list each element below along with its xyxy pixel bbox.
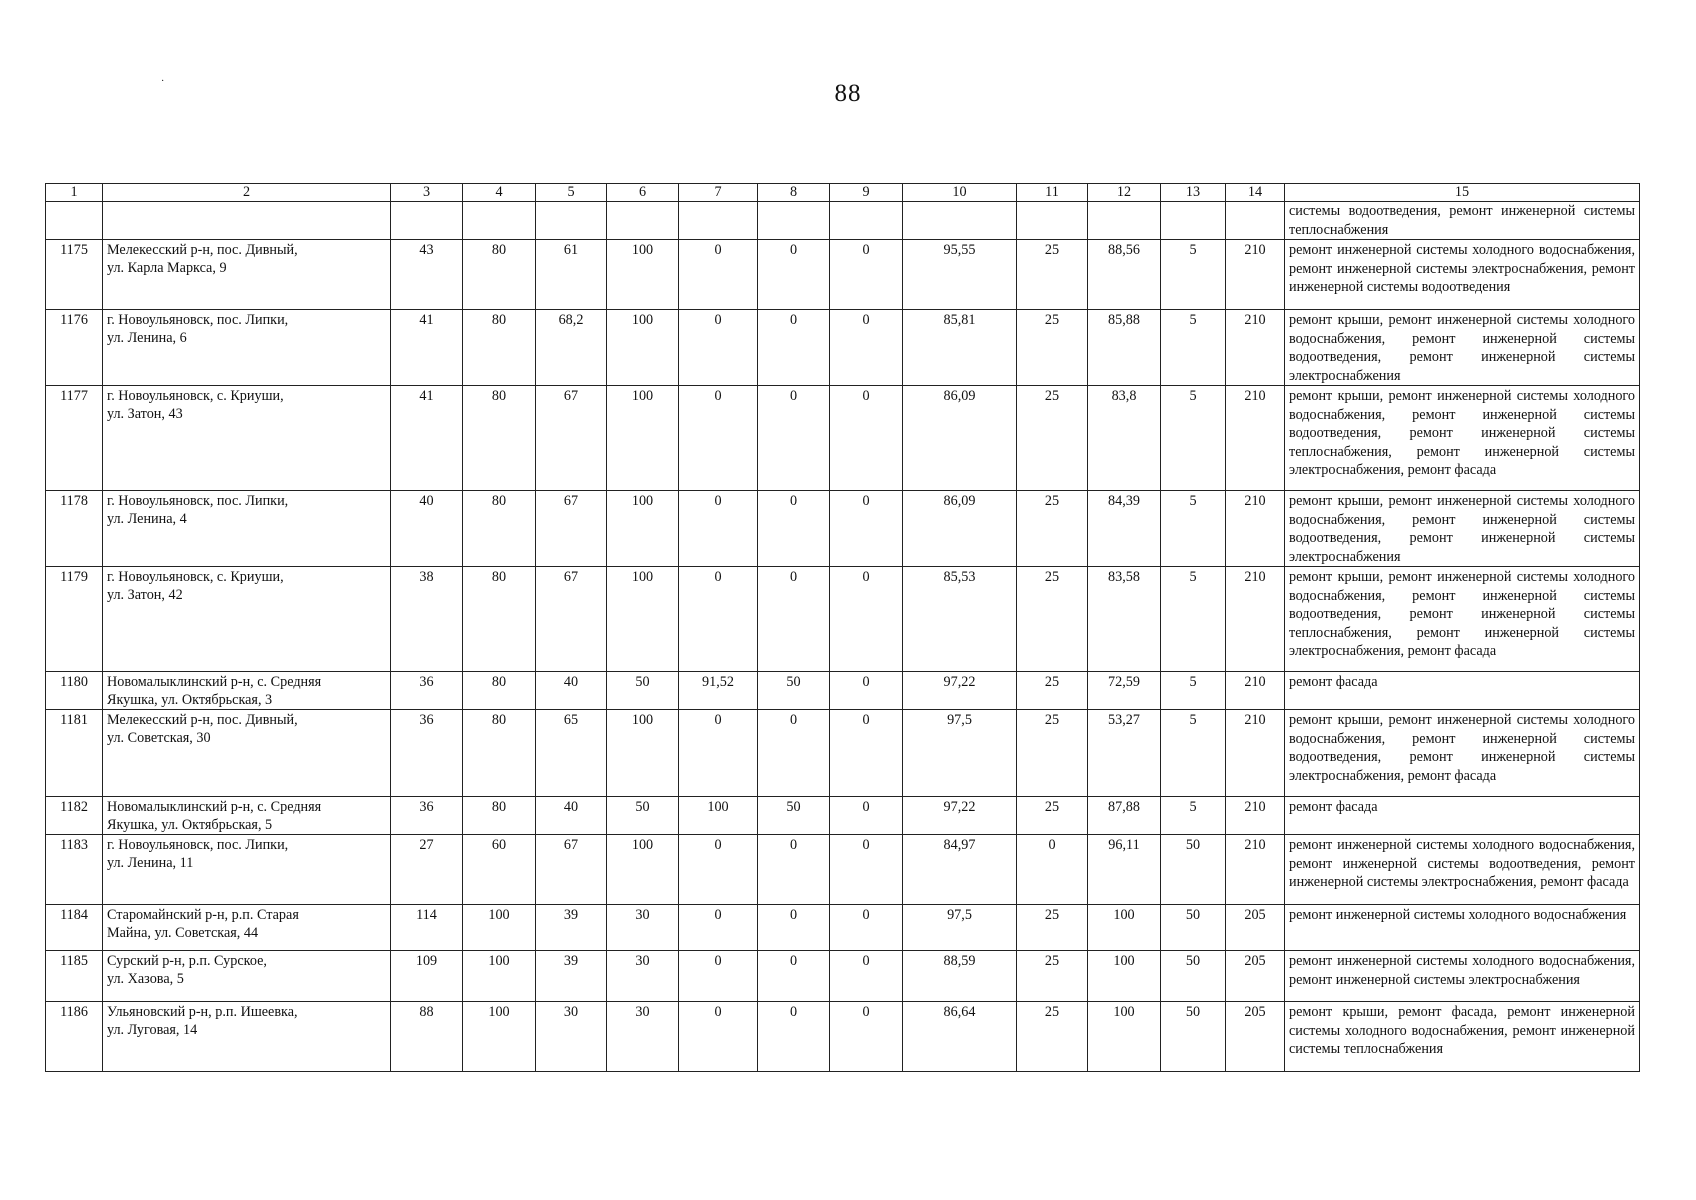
column-number: 9 — [830, 184, 903, 202]
value-cell-c6: 30 — [607, 951, 679, 1002]
table-row — [46, 672, 1640, 710]
value-cell-c12: 87,88 — [1088, 797, 1161, 835]
value-cell-c8: 0 — [758, 1002, 830, 1072]
value-cell-c5: 67 — [536, 491, 607, 567]
value-cell-c3: 38 — [391, 567, 463, 672]
column-number: 14 — [1226, 184, 1285, 202]
value-cell-c10: 95,55 — [903, 240, 1017, 310]
value-cell-c5: 39 — [536, 905, 607, 951]
value-cell-c10: 97,22 — [903, 797, 1017, 835]
value-cell-c12: 100 — [1088, 951, 1161, 1002]
value-cell-c9: 0 — [830, 491, 903, 567]
table-row — [46, 835, 1640, 905]
address-line: Ульяновский р-н, р.п. Ишеевка, — [107, 1004, 298, 1020]
value-cell-c7: 0 — [679, 240, 758, 310]
address-line: Якушка, ул. Октябрьская, 3 — [107, 692, 273, 708]
address-line: Сурский р-н, р.п. Сурское, — [107, 953, 267, 969]
works-cell: ремонт крыши, ремонт инженерной системы холодного водоснабжения, ремонт инженерной системы водоотведения, ремонт инженерной системы электроснабжения — [1285, 310, 1640, 386]
address-cell — [103, 835, 391, 905]
value-cell-c11: 25 — [1017, 310, 1088, 386]
value-cell-c7: 0 — [679, 1002, 758, 1072]
address-line: г. Новоульяновск, с. Криуши, — [107, 388, 284, 404]
address-cell — [103, 386, 391, 491]
table-row — [46, 491, 1640, 567]
value-cell-c8: 0 — [758, 835, 830, 905]
value-cell-c10: 97,5 — [903, 710, 1017, 797]
table-row — [46, 710, 1640, 797]
column-number: 1 — [46, 184, 103, 202]
table-row — [46, 905, 1640, 951]
value-cell-c10: 97,22 — [903, 672, 1017, 710]
address-line: ул. Карла Маркса, 9 — [107, 260, 227, 276]
works-cell: ремонт крыши, ремонт фасада, ремонт инженерной системы холодного водоснабжения, ремонт инженерной системы теплоснабжения — [1285, 1002, 1640, 1072]
value-cell-c4: 100 — [463, 905, 536, 951]
value-cell-c11: 25 — [1017, 567, 1088, 672]
address-cell — [103, 710, 391, 797]
value-cell-c14: 210 — [1226, 710, 1285, 797]
value-cell-c12: 85,88 — [1088, 310, 1161, 386]
value-cell-c14: 210 — [1226, 491, 1285, 567]
value-cell-c10: 97,5 — [903, 905, 1017, 951]
works-cell: ремонт инженерной системы холодного водоснабжения, ремонт инженерной системы электроснабжения — [1285, 951, 1640, 1002]
value-cell-c12: 100 — [1088, 905, 1161, 951]
value-cell-c14: 205 — [1226, 1002, 1285, 1072]
row-number-cell: 1176 — [46, 310, 103, 386]
value-cell-c7: 0 — [679, 567, 758, 672]
value-cell-c6: 100 — [607, 240, 679, 310]
address-line: ул. Хазова, 5 — [107, 971, 184, 987]
column-number: 4 — [463, 184, 536, 202]
address-line: ул. Ленина, 11 — [107, 855, 194, 871]
value-cell-c9: 0 — [830, 951, 903, 1002]
value-cell-c3: 40 — [391, 491, 463, 567]
row-number-cell: 1186 — [46, 1002, 103, 1072]
value-cell-c3: 43 — [391, 240, 463, 310]
value-cell-c4: 80 — [463, 797, 536, 835]
value-cell-c13: 5 — [1161, 797, 1226, 835]
value-cell-c13: 5 — [1161, 672, 1226, 710]
address-line: ул. Советская, 30 — [107, 730, 211, 746]
value-cell-c13: 5 — [1161, 386, 1226, 491]
value-cell-c6: 50 — [607, 672, 679, 710]
value-cell-c6: 100 — [607, 310, 679, 386]
row-number-cell: 1182 — [46, 797, 103, 835]
value-cell-c8: 50 — [758, 797, 830, 835]
value-cell-c4: 80 — [463, 240, 536, 310]
row-number-cell: 1179 — [46, 567, 103, 672]
value-cell-c14: 210 — [1226, 240, 1285, 310]
value-cell-c5: 67 — [536, 567, 607, 672]
value-cell-c10: 86,09 — [903, 386, 1017, 491]
table-row — [46, 797, 1640, 835]
value-cell-c6: 100 — [607, 710, 679, 797]
value-cell-c4: 80 — [463, 672, 536, 710]
value-cell-c8: 0 — [758, 951, 830, 1002]
address-line: г. Новоульяновск, пос. Липки, — [107, 312, 289, 328]
value-cell-c13: 5 — [1161, 710, 1226, 797]
address-line: Новомалыклинский р-н, с. Средняя — [107, 799, 322, 815]
repair-register-table — [45, 183, 1640, 1072]
table-row — [46, 567, 1640, 672]
value-cell-c6: 30 — [607, 1002, 679, 1072]
works-cell: ремонт фасада — [1285, 797, 1640, 835]
value-cell-c3: 41 — [391, 386, 463, 491]
address-cell — [103, 567, 391, 672]
row-number-cell: 1185 — [46, 951, 103, 1002]
value-cell-c7: 0 — [679, 491, 758, 567]
value-cell-c13: 5 — [1161, 310, 1226, 386]
value-cell-c12: 84,39 — [1088, 491, 1161, 567]
value-cell-c11: 25 — [1017, 240, 1088, 310]
works-cell: ремонт инженерной системы холодного водоснабжения, ремонт инженерной системы водоотведения, ремонт инженерной системы электроснабжения, ремонт фасада — [1285, 835, 1640, 905]
value-cell-c3: 36 — [391, 672, 463, 710]
row-number-cell: 1181 — [46, 710, 103, 797]
column-number-row — [46, 184, 1640, 202]
value-cell-c13: 5 — [1161, 240, 1226, 310]
value-cell-c6: 100 — [607, 386, 679, 491]
value-cell-c11: 25 — [1017, 951, 1088, 1002]
value-cell-c6: 50 — [607, 797, 679, 835]
value-cell-c7: 91,52 — [679, 672, 758, 710]
value-cell-c10: 85,81 — [903, 310, 1017, 386]
value-cell-c10: 84,97 — [903, 835, 1017, 905]
value-cell-c8: 0 — [758, 386, 830, 491]
continuation-row — [46, 202, 1640, 240]
value-cell-c10: 85,53 — [903, 567, 1017, 672]
address-line: г. Новоульяновск, пос. Липки, — [107, 837, 289, 853]
value-cell-c5: 39 — [536, 951, 607, 1002]
column-number: 13 — [1161, 184, 1226, 202]
address-line: г. Новоульяновск, пос. Липки, — [107, 493, 289, 509]
value-cell-c14: 210 — [1226, 310, 1285, 386]
address-line: Мелекесский р-н, пос. Дивный, — [107, 242, 298, 258]
row-number-cell: 1184 — [46, 905, 103, 951]
value-cell-c14: 210 — [1226, 567, 1285, 672]
value-cell-c14: 210 — [1226, 797, 1285, 835]
value-cell-c14: 210 — [1226, 386, 1285, 491]
value-cell-c13: 50 — [1161, 951, 1226, 1002]
table-row — [46, 1002, 1640, 1072]
row-number-cell: 1177 — [46, 386, 103, 491]
address-line: Якушка, ул. Октябрьская, 5 — [107, 817, 273, 833]
works-cell: ремонт крыши, ремонт инженерной системы холодного водоснабжения, ремонт инженерной системы водоотведения, ремонт инженерной системы электроснабжения, ремонт фасада — [1285, 710, 1640, 797]
value-cell-c12: 83,8 — [1088, 386, 1161, 491]
value-cell-c9: 0 — [830, 835, 903, 905]
value-cell-c3: 114 — [391, 905, 463, 951]
address-cell — [103, 951, 391, 1002]
value-cell-c4: 80 — [463, 310, 536, 386]
column-number: 6 — [607, 184, 679, 202]
value-cell-c12: 88,56 — [1088, 240, 1161, 310]
value-cell-c10: 86,09 — [903, 491, 1017, 567]
value-cell-c13: 5 — [1161, 491, 1226, 567]
value-cell-c7: 0 — [679, 951, 758, 1002]
value-cell-c11: 25 — [1017, 797, 1088, 835]
value-cell-c7: 0 — [679, 710, 758, 797]
value-cell-c12: 96,11 — [1088, 835, 1161, 905]
column-number: 3 — [391, 184, 463, 202]
value-cell-c11: 0 — [1017, 835, 1088, 905]
column-number: 7 — [679, 184, 758, 202]
value-cell-c9: 0 — [830, 310, 903, 386]
value-cell-c5: 61 — [536, 240, 607, 310]
value-cell-c12: 83,58 — [1088, 567, 1161, 672]
value-cell-c3: 109 — [391, 951, 463, 1002]
value-cell-c8: 0 — [758, 491, 830, 567]
value-cell-c9: 0 — [830, 797, 903, 835]
value-cell-c8: 0 — [758, 240, 830, 310]
value-cell-c9: 0 — [830, 567, 903, 672]
value-cell-c14: 210 — [1226, 672, 1285, 710]
value-cell-c11: 25 — [1017, 386, 1088, 491]
value-cell-c5: 67 — [536, 386, 607, 491]
works-cell: ремонт инженерной системы холодного водоснабжения, ремонт инженерной системы электроснабжения, ремонт инженерной системы водоотведения — [1285, 240, 1640, 310]
row-number-cell: 1183 — [46, 835, 103, 905]
table-row — [46, 310, 1640, 386]
works-cell: системы водоотведения, ремонт инженерной системы теплоснабжения — [1285, 202, 1640, 240]
row-number-cell: 1178 — [46, 491, 103, 567]
value-cell-c9: 0 — [830, 240, 903, 310]
value-cell-c6: 100 — [607, 835, 679, 905]
works-cell: ремонт крыши, ремонт инженерной системы холодного водоснабжения, ремонт инженерной системы водоотведения, ремонт инженерной системы электроснабжения — [1285, 491, 1640, 567]
value-cell-c6: 100 — [607, 567, 679, 672]
column-number: 10 — [903, 184, 1017, 202]
column-number: 15 — [1285, 184, 1640, 202]
works-cell: ремонт инженерной системы холодного водоснабжения — [1285, 905, 1640, 951]
value-cell-c5: 65 — [536, 710, 607, 797]
value-cell-c11: 25 — [1017, 1002, 1088, 1072]
value-cell-c13: 50 — [1161, 905, 1226, 951]
value-cell-c7: 0 — [679, 310, 758, 386]
value-cell-c5: 67 — [536, 835, 607, 905]
value-cell-c13: 5 — [1161, 567, 1226, 672]
works-cell: ремонт крыши, ремонт инженерной системы холодного водоснабжения, ремонт инженерной системы водоотведения, ремонт инженерной системы теплоснабжения, ремонт инженерной системы электроснабжения, ремонт фасада — [1285, 567, 1640, 672]
address-line: г. Новоульяновск, с. Криуши, — [107, 569, 284, 585]
column-number: 2 — [103, 184, 391, 202]
value-cell-c4: 80 — [463, 386, 536, 491]
address-cell — [103, 310, 391, 386]
works-cell: ремонт крыши, ремонт инженерной системы холодного водоснабжения, ремонт инженерной системы водоотведения, ремонт инженерной системы теплоснабжения, ремонт инженерной системы электроснабжения, ремонт фасада — [1285, 386, 1640, 491]
value-cell-c12: 72,59 — [1088, 672, 1161, 710]
address-line: ул. Затон, 43 — [107, 406, 183, 422]
value-cell-c6: 100 — [607, 491, 679, 567]
column-number: 5 — [536, 184, 607, 202]
value-cell-c10: 86,64 — [903, 1002, 1017, 1072]
value-cell-c7: 0 — [679, 386, 758, 491]
value-cell-c11: 25 — [1017, 672, 1088, 710]
address-cell — [103, 797, 391, 835]
column-number: 11 — [1017, 184, 1088, 202]
value-cell-c6: 30 — [607, 905, 679, 951]
value-cell-c4: 80 — [463, 710, 536, 797]
value-cell-c13: 50 — [1161, 1002, 1226, 1072]
address-line: ул. Ленина, 4 — [107, 511, 187, 527]
scan-speck: · — [161, 76, 165, 87]
value-cell-c8: 0 — [758, 710, 830, 797]
address-cell — [103, 491, 391, 567]
value-cell-c9: 0 — [830, 1002, 903, 1072]
value-cell-c8: 0 — [758, 905, 830, 951]
value-cell-c7: 100 — [679, 797, 758, 835]
value-cell-c8: 0 — [758, 310, 830, 386]
value-cell-c9: 0 — [830, 905, 903, 951]
value-cell-c4: 100 — [463, 1002, 536, 1072]
table-row — [46, 240, 1640, 310]
address-line: ул. Затон, 42 — [107, 587, 183, 603]
value-cell-c4: 80 — [463, 491, 536, 567]
value-cell-c14: 205 — [1226, 905, 1285, 951]
value-cell-c5: 40 — [536, 797, 607, 835]
value-cell-c3: 36 — [391, 710, 463, 797]
value-cell-c14: 210 — [1226, 835, 1285, 905]
value-cell-c5: 30 — [536, 1002, 607, 1072]
value-cell-c12: 53,27 — [1088, 710, 1161, 797]
value-cell-c11: 25 — [1017, 491, 1088, 567]
address-line: ул. Луговая, 14 — [107, 1022, 198, 1038]
value-cell-c7: 0 — [679, 835, 758, 905]
value-cell-c14: 205 — [1226, 951, 1285, 1002]
address-line: Старомайнский р-н, р.п. Старая — [107, 907, 299, 923]
address-line: Майна, ул. Советская, 44 — [107, 925, 259, 941]
value-cell-c11: 25 — [1017, 905, 1088, 951]
value-cell-c11: 25 — [1017, 710, 1088, 797]
value-cell-c7: 0 — [679, 905, 758, 951]
table-row — [46, 951, 1640, 1002]
value-cell-c3: 88 — [391, 1002, 463, 1072]
value-cell-c5: 68,2 — [536, 310, 607, 386]
address-line: Новомалыклинский р-н, с. Средняя — [107, 674, 322, 690]
value-cell-c9: 0 — [830, 386, 903, 491]
address-cell — [103, 1002, 391, 1072]
value-cell-c10: 88,59 — [903, 951, 1017, 1002]
address-line: Мелекесский р-н, пос. Дивный, — [107, 712, 298, 728]
value-cell-c9: 0 — [830, 672, 903, 710]
address-cell — [103, 240, 391, 310]
address-cell — [103, 905, 391, 951]
row-number-cell: 1175 — [46, 240, 103, 310]
value-cell-c9: 0 — [830, 710, 903, 797]
value-cell-c3: 36 — [391, 797, 463, 835]
page-number: 88 — [834, 80, 862, 107]
value-cell-c5: 40 — [536, 672, 607, 710]
value-cell-c8: 0 — [758, 567, 830, 672]
value-cell-c3: 27 — [391, 835, 463, 905]
value-cell-c13: 50 — [1161, 835, 1226, 905]
works-cell: ремонт фасада — [1285, 672, 1640, 710]
value-cell-c4: 100 — [463, 951, 536, 1002]
address-line: ул. Ленина, 6 — [107, 330, 187, 346]
address-cell — [103, 672, 391, 710]
value-cell-c4: 80 — [463, 567, 536, 672]
column-number: 12 — [1088, 184, 1161, 202]
value-cell-c4: 60 — [463, 835, 536, 905]
table-row — [46, 386, 1640, 491]
row-number-cell: 1180 — [46, 672, 103, 710]
value-cell-c12: 100 — [1088, 1002, 1161, 1072]
value-cell-c8: 50 — [758, 672, 830, 710]
value-cell-c3: 41 — [391, 310, 463, 386]
column-number: 8 — [758, 184, 830, 202]
